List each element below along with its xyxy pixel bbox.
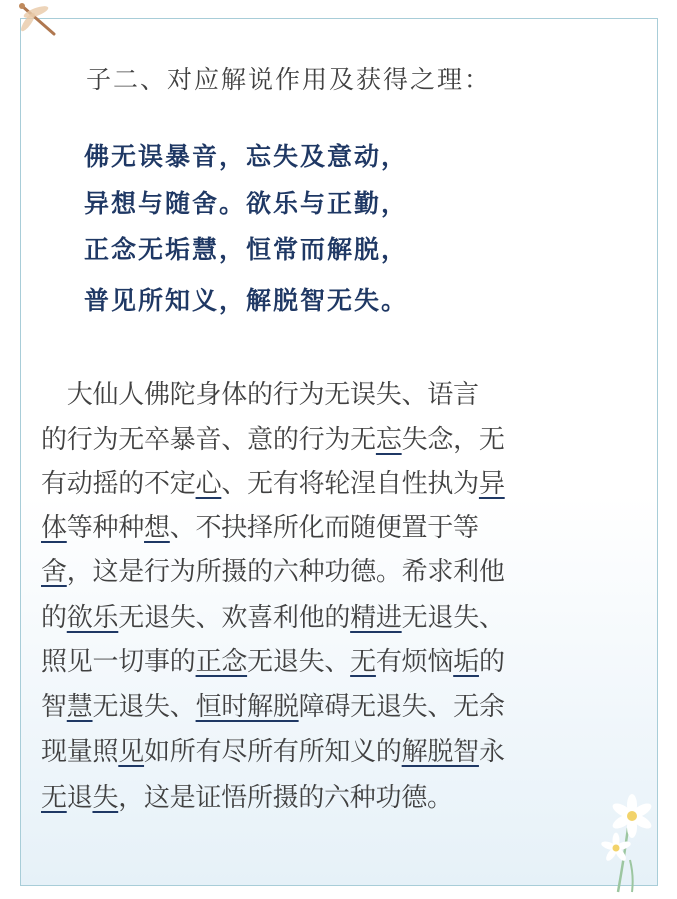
underlined-term: 心 bbox=[195, 469, 222, 499]
text-segment: 无退失、 bbox=[247, 647, 351, 677]
paragraph-line bbox=[41, 374, 641, 411]
text-segment: 无退失、欢喜利他的 bbox=[118, 603, 351, 633]
text-segment: 照见一切事的 bbox=[41, 647, 196, 677]
underlined-term: 精进 bbox=[350, 603, 402, 633]
text-segment: 无退失、 bbox=[92, 692, 196, 722]
underlined-term: 恒时解脱 bbox=[195, 692, 299, 722]
text-segment: 有烦恼 bbox=[375, 647, 454, 677]
text-segment: 有动摇的不定 bbox=[41, 469, 196, 499]
section-subtitle: 子二、对应解说作用及获得之理： bbox=[86, 65, 492, 94]
underlined-term: 慧 bbox=[66, 692, 93, 722]
underlined-term: 体 bbox=[41, 513, 67, 543]
verse-line: 异想与随舍。欲乐与正勤， bbox=[84, 189, 409, 218]
paragraph-line bbox=[41, 507, 641, 544]
underlined-term: 无 bbox=[350, 647, 376, 677]
text-segment: ，这是行为所摄的六种功德。希求利他 bbox=[66, 557, 505, 587]
underlined-term: 解脱智 bbox=[401, 737, 479, 767]
paragraph-line bbox=[41, 597, 641, 634]
underlined-term: 舍 bbox=[41, 557, 67, 587]
underlined-term: 想 bbox=[144, 513, 170, 543]
underlined-term: 正念 bbox=[195, 647, 248, 677]
paragraph-line bbox=[41, 641, 641, 678]
paragraph-line bbox=[41, 686, 641, 723]
underlined-term: 欲乐 bbox=[66, 603, 119, 633]
text-segment: 的 bbox=[41, 603, 67, 633]
paragraph-line bbox=[41, 777, 641, 814]
text-segment: 无退失、 bbox=[401, 603, 505, 633]
paragraph-line bbox=[41, 731, 641, 768]
text-segment: 、不抉择所化而随便置于等 bbox=[169, 513, 479, 543]
text-segment: 智 bbox=[41, 692, 67, 722]
paragraph-line bbox=[41, 419, 641, 456]
text-segment: 大仙人佛陀身体的行为无误失、语言 bbox=[41, 380, 479, 410]
verse-line: 正念无垢慧，恒常而解脱， bbox=[84, 235, 409, 264]
verse-line: 普见所知义，解脱智无失。 bbox=[84, 286, 409, 315]
underlined-term: 垢 bbox=[453, 647, 479, 677]
text-segment: 的行为无卒暴音、意的行为无 bbox=[41, 425, 376, 455]
underlined-term: 见 bbox=[118, 737, 145, 767]
flower-decoration-icon bbox=[588, 788, 668, 893]
text-segment: 退 bbox=[66, 783, 93, 813]
text-segment: 的 bbox=[478, 647, 505, 677]
dragonfly-icon bbox=[14, 2, 62, 38]
text-segment: 等种种 bbox=[66, 513, 145, 543]
verse-line: 佛无误暴音，忘失及意动， bbox=[84, 142, 409, 171]
text-segment: ，这是证悟所摄的六种功德。 bbox=[118, 783, 453, 813]
underlined-term: 异 bbox=[478, 469, 505, 499]
underlined-term: 无 bbox=[41, 783, 67, 813]
text-segment: 障碍无退失、无余 bbox=[298, 692, 505, 722]
text-segment: 现量照 bbox=[41, 737, 119, 767]
text-segment: 失念，无 bbox=[401, 425, 505, 455]
paragraph-line bbox=[41, 463, 641, 500]
text-segment: 永 bbox=[478, 737, 505, 767]
underlined-term: 忘 bbox=[375, 425, 402, 455]
underlined-term: 失 bbox=[92, 783, 119, 813]
text-segment: 如所有尽所有所知义的 bbox=[144, 737, 402, 767]
paragraph-line bbox=[41, 551, 641, 588]
text-segment: 、无有将轮涅自性执为 bbox=[221, 469, 479, 499]
